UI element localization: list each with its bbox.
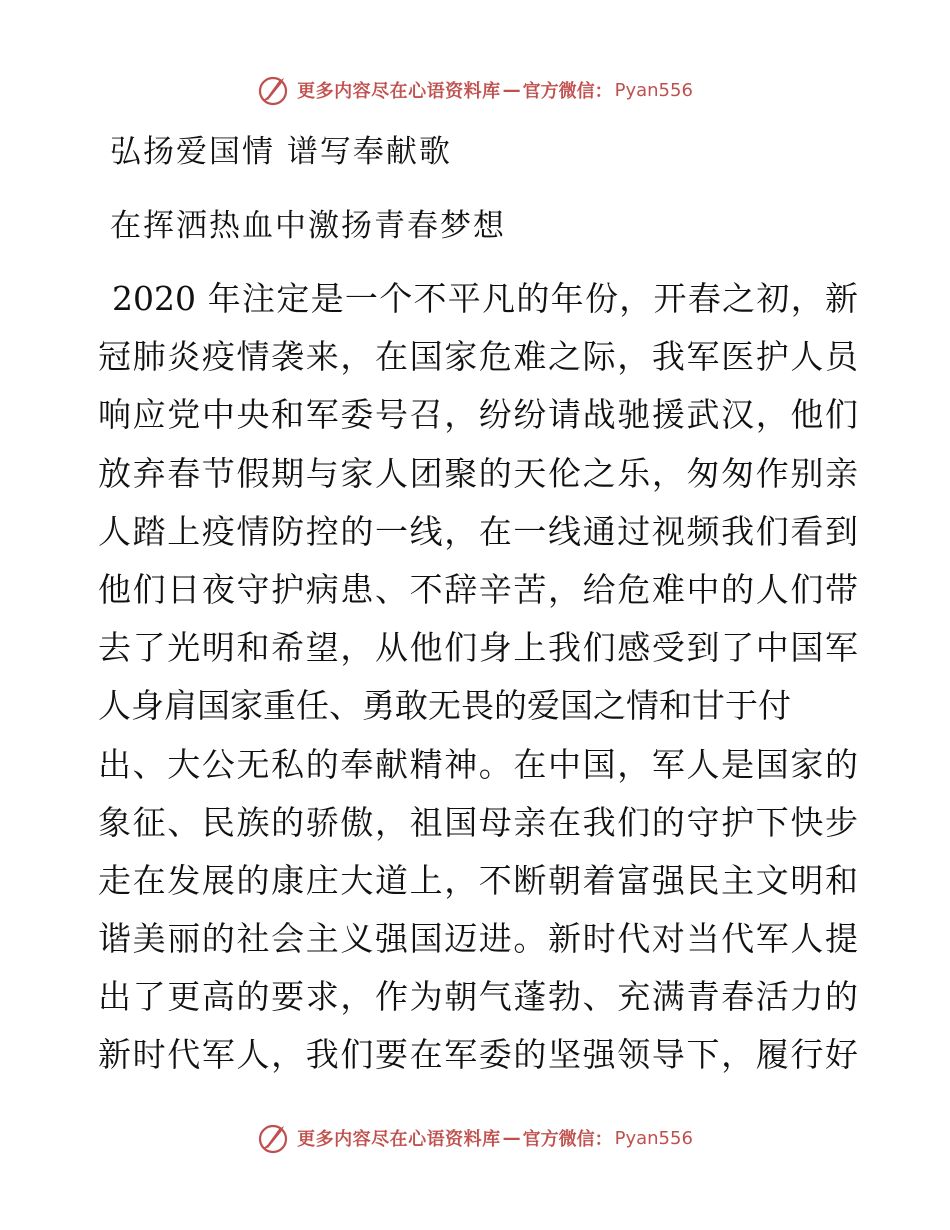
body-line: 人踏上疫情防控的一线，在一线通过视频我们看到 xyxy=(98,511,858,551)
body-line: 放弃春节假期与家人团聚的天伦之乐，匆匆作别亲 xyxy=(98,453,858,493)
header-watermark-banner xyxy=(0,70,950,110)
quill-logo-icon xyxy=(257,1121,291,1155)
body-line: 出、大公无私的奉献精神。在中国，军人是国家的 xyxy=(98,744,858,784)
banner-wechat-handle: Pyan556 xyxy=(614,79,693,101)
body-line: 响应党中央和军委号召，纷纷请战驰援武汉，他们 xyxy=(98,395,858,435)
body-line: 冠肺炎疫情袭来，在国家危难之际，我军医护人员 xyxy=(98,337,858,377)
body-line: 去了光明和希望，从他们身上我们感受到了中国军 xyxy=(98,628,858,668)
body-text xyxy=(98,270,858,1085)
banner-main-text: 更多内容尽在心语资料库 xyxy=(297,81,501,102)
banner-wechat-label: 官方微信： xyxy=(522,81,613,102)
footer-watermark-banner xyxy=(0,1118,950,1158)
banner-wechat-label: 官方微信： xyxy=(522,1129,613,1150)
banner-wechat-handle: Pyan556 xyxy=(614,1127,693,1149)
document-subtitle: 在挥洒热血中激扬青春梦想 xyxy=(110,208,506,244)
body-line: 新时代军人，我们要在军委的坚强领导下，履行好 xyxy=(98,1035,858,1075)
banner-separator: — xyxy=(502,79,521,101)
body-line: 出了更高的要求，作为朝气蓬勃、充满青春活力的 xyxy=(98,977,858,1017)
body-line: 谐美丽的社会主义强国迈进。新时代对当代军人提 xyxy=(98,919,858,959)
document-title: 弘扬爱国情 谱写奉献歌 xyxy=(110,134,452,170)
body-line: 他们日夜守护病患、不辞辛苦，给危难中的人们带 xyxy=(98,569,858,609)
quill-logo-icon xyxy=(257,73,291,107)
body-line: 走在发展的康庄大道上，不断朝着富强民主文明和 xyxy=(98,860,858,900)
banner-main-text: 更多内容尽在心语资料库 xyxy=(297,1129,501,1150)
banner-separator: — xyxy=(502,1127,521,1149)
body-line: 象征、民族的骄傲，祖国母亲在我们的守护下快步 xyxy=(98,802,858,842)
body-line: 2020 年注定是一个不平凡的年份，开春之初，新 xyxy=(112,279,858,318)
body-line: 人身肩国家重任、勇敢无畏的爱国之情和甘于付 xyxy=(98,686,791,726)
